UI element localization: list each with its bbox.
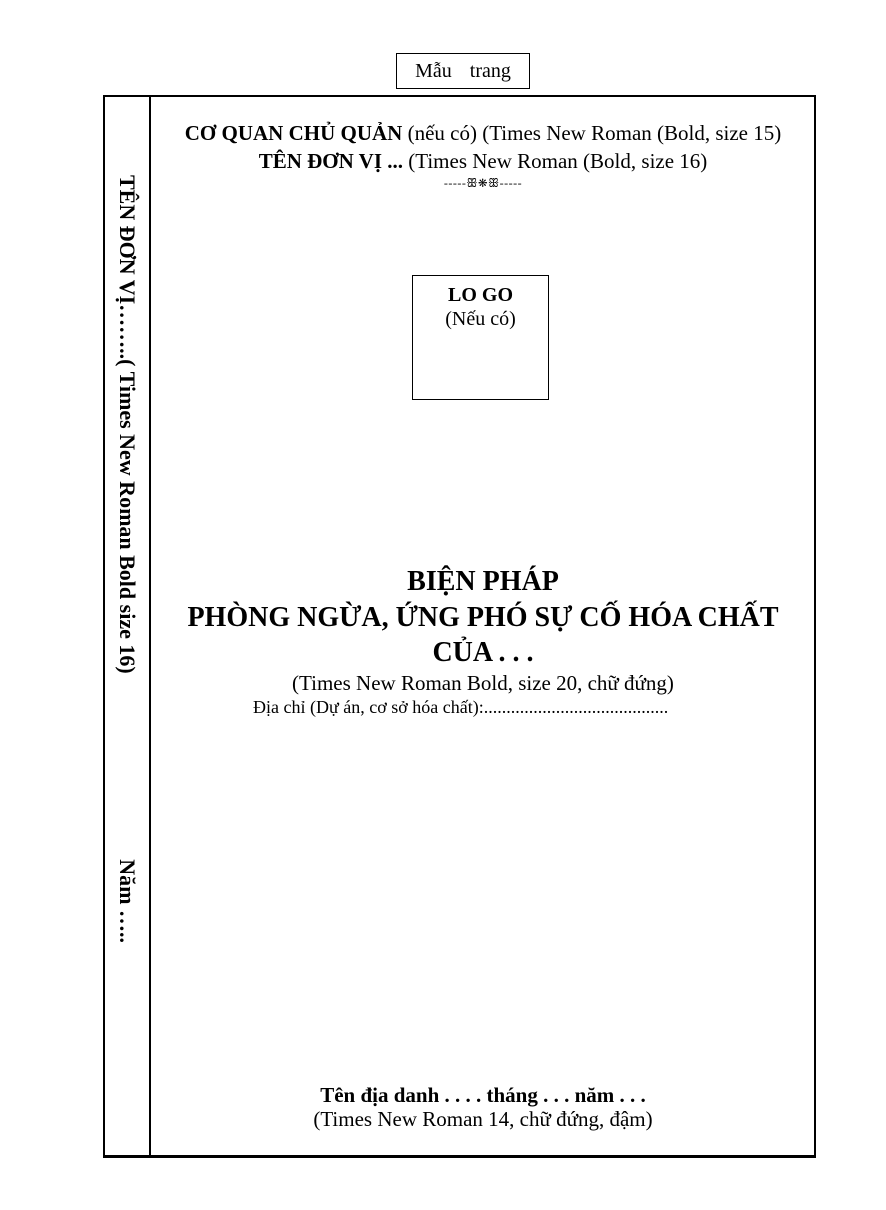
spine-divider <box>149 97 151 1155</box>
logo-placeholder <box>412 275 549 400</box>
document-title-line2: PHÒNG NGỪA, ỨNG PHÓ SỰ CỐ HÓA CHẤT <box>187 602 779 633</box>
spine-unit-name: TÊN ĐƠN VỊ……..( Times New Roman Bold size 16) <box>115 175 140 674</box>
governing-agency: CƠ QUAN CHỦ QUẢN <box>184 121 403 145</box>
sample-label-word1: Mẫu <box>415 59 452 82</box>
document-title-line1: BIỆN PHÁP <box>407 566 559 597</box>
unit-name-note: (Times New Roman (Bold, size 16) <box>403 149 708 173</box>
footer-font-note: (Times New Roman 14, chữ đứng, đậm) <box>313 1107 653 1131</box>
address-line: Địa chỉ (Dự án, cơ sở hóa chất):......................................... <box>253 697 669 717</box>
logo-title: LO GO <box>447 284 513 306</box>
spine-year: Năm ….. <box>115 859 140 943</box>
title-font-note: (Times New Roman Bold, size 20, chữ đứng) <box>292 671 674 695</box>
governing-agency-line <box>152 121 814 146</box>
logo-subtitle: (Nếu có) <box>445 308 516 330</box>
place-date-line: Tên địa danh . . . . tháng . . . năm . . . <box>320 1083 646 1107</box>
sample-label-word2: trang <box>469 59 511 82</box>
unit-name-line <box>152 149 814 174</box>
unit-name: TÊN ĐƠN VỊ ... <box>258 149 403 173</box>
spine-text <box>113 175 141 943</box>
ornament-divider: -----ꕥ❋ꕥ----- <box>443 176 523 190</box>
sample-page-label <box>396 53 530 89</box>
governing-agency-note: (nếu có) (Times New Roman (Bold, size 15) <box>402 121 782 145</box>
document-title-line3: CỦA . . . <box>432 637 534 668</box>
